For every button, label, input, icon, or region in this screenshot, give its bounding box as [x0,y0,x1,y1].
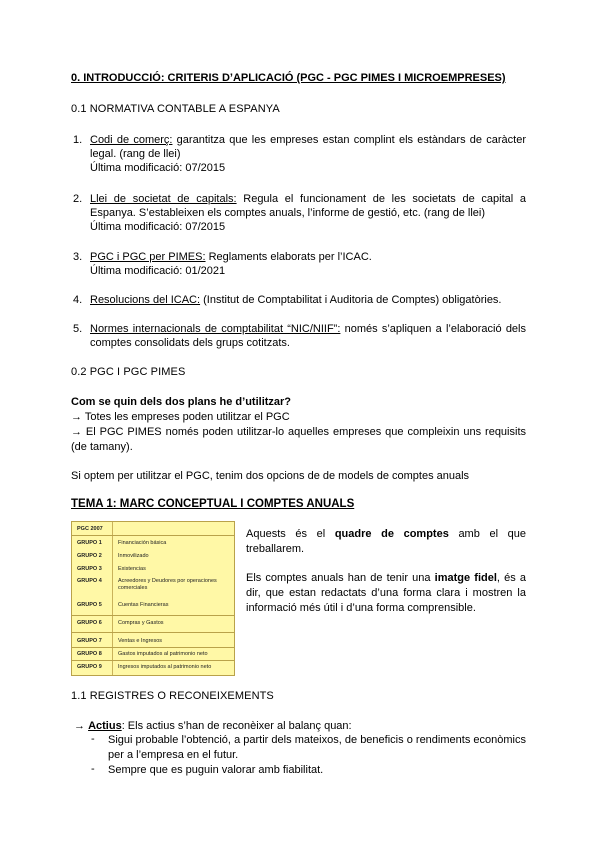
list-item [73,293,526,307]
chart-of-accounts-table [71,521,235,676]
table-cell: Financiación básica [118,540,167,546]
list-number: 3. [73,251,83,263]
section-heading-1-1: 1.1 REGISTRES O RECONEIXEMENTS [71,690,274,702]
list-item [73,322,526,350]
table-cell: Compras y Gastos [118,620,164,626]
bullet-item: Sempre que es puguin valorar amb fiabilitat. [108,764,324,776]
table-cell: GRUPO 8 [77,651,102,657]
section-heading-0-1: 0.1 NORMATIVA CONTABLE A ESPANYA [71,103,280,115]
table-divider [72,535,234,536]
list-text: només s’apliquen a l’elaboració dels comptes consolidats dels grups cotitzats. [90,323,526,349]
list-text: (Institut de Comptabilitat i Auditoria de Comptes) obligatòries. [200,294,502,306]
bullet-item: Sigui probable l’obtenció, a partir dels mateixos, de beneficis o rendiments econòmics per a l’empresa en el futur. [108,734,526,761]
paragraph [246,571,526,616]
table-divider [72,660,234,661]
text-run-bold: Actius [88,720,122,732]
list-modification: Última modificació: 01/2021 [90,265,226,277]
bullet-mark: - [91,733,95,745]
table-cell: Ingresos imputados al patrimonio neto [118,664,212,670]
table-cell: GRUPO 4 [77,578,102,584]
list-term: PGC i PGC per PIMES: [90,251,206,263]
text-run: → [74,720,89,732]
table-cell: Cuentas Financieras [118,602,169,608]
list-item [73,192,526,234]
list-modification: Última modificació: 07/2015 [90,162,226,174]
table-cell: GRUPO 2 [77,553,102,559]
text-run: : Els actius s’han de reconèixer al balanç quan: [121,720,352,732]
page-title: 0. INTRODUCCIÓ: CRITERIS D’APLICACIÓ (PGC - PGC PIMES I MICROEMPRESES) [71,72,506,84]
tema-heading: TEMA 1: MARC CONCEPTUAL I COMPTES ANUALS [71,498,355,510]
text-run-bold: quadre de comptes [334,528,449,540]
table-divider [72,615,234,616]
text-run: Aquests és el [246,528,335,540]
paragraph [246,527,526,557]
list-term: Llei de societat de capitals: [90,193,237,205]
bullet-mark: - [91,763,95,775]
table-cell: GRUPO 7 [77,638,102,644]
table-cell: GRUPO 6 [77,620,102,626]
answer-line: → Totes les empreses poden utilitzar el PGC [71,411,290,423]
list-number: 2. [73,193,83,205]
paragraph [74,719,352,734]
text-run-bold: imatge fidel [434,572,497,584]
table-cell: GRUPO 1 [77,540,102,546]
question-heading: Com se quin dels dos plans he d’utilitzar? [71,396,292,408]
list-term: Codi de comerç: [90,134,173,146]
table-cell: Inmovilizado [118,553,149,559]
paragraph: Si optem per utilitzar el PGC, tenim dos opcions de de models de comptes anuals [71,470,470,482]
list-number: 5. [73,323,83,335]
table-cell: Ventas e Ingresos [118,638,163,644]
table-cell: GRUPO 3 [77,566,102,572]
table-cell: Existencias [118,566,146,572]
list-number: 1. [73,134,83,146]
list-text: Regula el funcionament de les societats de capital a Espanya. S’estableixen els comptes anuals, l’informe de gestió, etc. (rang de llei) [90,193,526,219]
text-run: Els comptes anuals han de tenir una [246,572,435,584]
list-item [73,250,526,278]
list-term: Normes internacionals de comptabilitat “NIC/NIIF”: [90,323,341,335]
table-divider [72,632,234,633]
answer-line: → El PGC PIMES només poden utilitzar-lo aquelles empreses que compleixin uns requisits (de tamany). [71,426,526,453]
list-text: Reglaments elaborats per l’ICAC. [205,251,372,263]
list-term: Resolucions del ICAC: [90,294,201,306]
section-heading-0-2: 0.2 PGC I PGC PIMES [71,366,186,378]
table-divider [72,647,234,648]
text-run: , és a dir, que estan redactats d’una forma clara i mostren la informació més útil i d’una forma comprensible. [246,572,526,614]
list-item [73,133,527,175]
table-cell: Gastos imputados al patrimonio neto [118,651,208,657]
table-divider [112,522,113,675]
table-cell: Acreedores y Deudores por operaciones comerciales [118,578,217,591]
table-cell: GRUPO 5 [77,602,102,608]
list-modification: Última modificació: 07/2015 [90,221,226,233]
table-cell: GRUPO 9 [77,664,102,670]
text-run: amb el que treballarem. [246,528,527,555]
table-header-label: PGC 2007 [77,526,103,532]
list-text: garantitza que les empreses estan complint els estàndars de caràcter legal. (rang de llei) [90,134,527,160]
list-number: 4. [73,294,83,306]
